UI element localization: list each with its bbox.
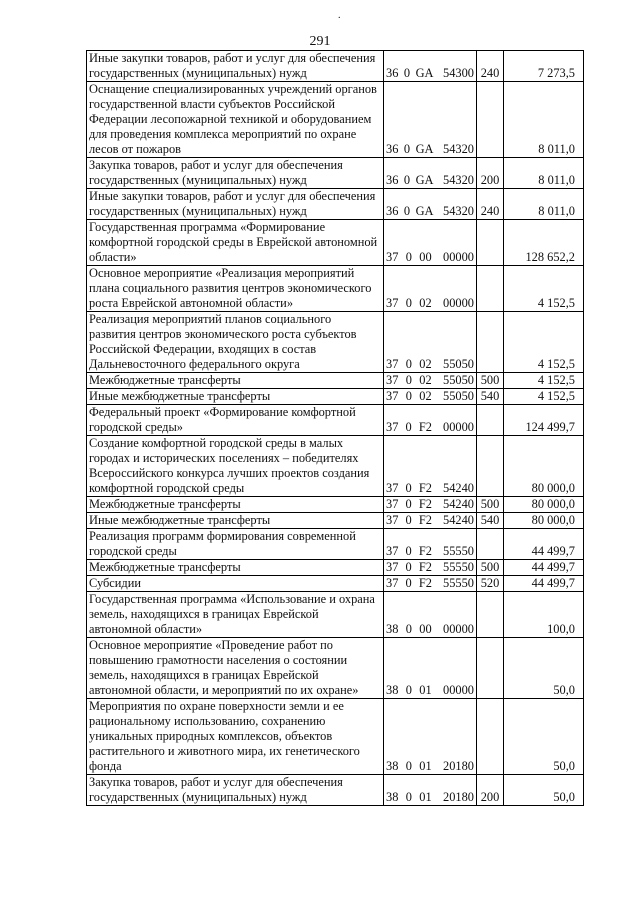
code-part: 0 — [405, 759, 412, 773]
row-name-cell: Межбюджетные трансферты — [87, 373, 384, 389]
row-expense-kind-cell — [477, 529, 504, 560]
code-part: F2 — [418, 544, 432, 558]
row-sum-cell: 44 499,7 — [504, 576, 584, 592]
code-part: 54300 — [443, 66, 474, 80]
row-name-cell: Реализация программ формирования современной городской среды — [87, 529, 384, 560]
classification-code — [386, 759, 474, 774]
row-expense-kind-cell — [477, 592, 504, 638]
row-expense-kind-cell: 240 — [477, 189, 504, 220]
row-sum-cell: 7 273,5 — [504, 51, 584, 82]
code-part: 0 — [405, 250, 412, 264]
row-name-cell: Создание комфортной городской среды в малых городах и исторических поселениях – победителях Всероссийского конкурса лучших проектов создания комфортной городской среды — [87, 436, 384, 497]
table-row — [87, 529, 584, 560]
code-part: 55550 — [443, 560, 474, 574]
classification-code — [386, 296, 474, 311]
row-sum-cell: 4 152,5 — [504, 312, 584, 373]
code-part: 00 — [419, 250, 432, 264]
code-part: 36 — [386, 66, 399, 80]
code-part: 01 — [419, 759, 432, 773]
row-sum-cell: 80 000,0 — [504, 436, 584, 497]
table-row — [87, 436, 584, 497]
code-part: 0 — [405, 481, 412, 495]
row-expense-kind-cell: 500 — [477, 560, 504, 576]
code-part: 0 — [405, 296, 412, 310]
row-code-cell — [384, 775, 477, 806]
code-part: 00000 — [443, 250, 474, 264]
classification-code — [386, 560, 474, 575]
row-sum-cell: 8 011,0 — [504, 189, 584, 220]
classification-code — [386, 173, 474, 188]
code-part: 00000 — [443, 622, 474, 636]
table-row — [87, 513, 584, 529]
table-row — [87, 389, 584, 405]
row-code-cell — [384, 220, 477, 266]
code-part: 36 — [386, 142, 399, 156]
code-part: 01 — [419, 790, 432, 804]
row-name-cell: Основное мероприятие «Проведение работ по повышению грамотности населения о состоянии земель, находящихся в границах Еврейской автономной области, и мероприятий по их охране» — [87, 638, 384, 699]
code-part: 02 — [419, 389, 432, 403]
row-expense-kind-cell — [477, 220, 504, 266]
row-expense-kind-cell: 540 — [477, 389, 504, 405]
row-expense-kind-cell — [477, 699, 504, 775]
row-name-cell: Реализация мероприятий планов социального развития центров экономического роста субъектов Российской Федерации, входящих в состав Дальневосточного федерального округа — [87, 312, 384, 373]
code-part: 0 — [403, 142, 411, 156]
code-part: 54320 — [443, 142, 474, 156]
code-part: 54320 — [443, 204, 474, 218]
code-part: 55050 — [443, 373, 474, 387]
classification-code — [386, 250, 474, 265]
code-part: 0 — [405, 790, 412, 804]
code-part: F2 — [418, 420, 432, 434]
row-expense-kind-cell: 200 — [477, 158, 504, 189]
code-part: 38 — [386, 683, 399, 697]
code-part: F2 — [418, 497, 432, 511]
row-code-cell — [384, 560, 477, 576]
code-part: 37 — [386, 420, 399, 434]
code-part: 36 — [386, 204, 399, 218]
row-code-cell — [384, 513, 477, 529]
code-part: 38 — [386, 622, 399, 636]
row-code-cell — [384, 529, 477, 560]
code-part: 0 — [405, 513, 412, 527]
row-code-cell — [384, 82, 477, 158]
table-row — [87, 373, 584, 389]
row-sum-cell: 50,0 — [504, 699, 584, 775]
row-code-cell — [384, 592, 477, 638]
code-part: 0 — [405, 576, 412, 590]
row-name-cell: Субсидии — [87, 576, 384, 592]
table-row — [87, 158, 584, 189]
classification-code — [386, 142, 474, 157]
row-sum-cell: 4 152,5 — [504, 373, 584, 389]
table-row — [87, 638, 584, 699]
classification-code — [386, 204, 474, 219]
table-row — [87, 266, 584, 312]
code-part: 55550 — [443, 544, 474, 558]
code-part: 37 — [386, 560, 399, 574]
code-part: 0 — [405, 497, 412, 511]
code-part: 0 — [403, 173, 411, 187]
row-expense-kind-cell — [477, 312, 504, 373]
code-part: 37 — [386, 389, 399, 403]
row-name-cell: Закупка товаров, работ и услуг для обеспечения государственных (муниципальных) нужд — [87, 158, 384, 189]
row-sum-cell: 44 499,7 — [504, 560, 584, 576]
table-row — [87, 51, 584, 82]
table-row — [87, 560, 584, 576]
code-part: GA — [415, 142, 434, 156]
table-row — [87, 312, 584, 373]
code-part: 38 — [386, 759, 399, 773]
row-expense-kind-cell — [477, 405, 504, 436]
code-part: GA — [415, 173, 434, 187]
code-part: 37 — [386, 576, 399, 590]
row-name-cell: Закупка товаров, работ и услуг для обеспечения государственных (муниципальных) нужд — [87, 775, 384, 806]
row-name-cell: Мероприятия по охране поверхности земли и ее рациональному использованию, сохранению уникальных природных комплексов, объектов растительного и животного мира, их генетического фонда — [87, 699, 384, 775]
row-sum-cell: 128 652,2 — [504, 220, 584, 266]
row-name-cell: Оснащение специализированных учреждений органов государственной власти субъектов Российской Федерации лесопожарной техникой и оборудованием для проведения комплекса мероприятий по охране лесов от пожаров — [87, 82, 384, 158]
row-expense-kind-cell: 520 — [477, 576, 504, 592]
classification-code — [386, 66, 474, 81]
code-part: 02 — [419, 357, 432, 371]
code-part: GA — [415, 204, 434, 218]
row-code-cell — [384, 436, 477, 497]
row-code-cell — [384, 158, 477, 189]
row-expense-kind-cell: 540 — [477, 513, 504, 529]
code-part: 37 — [386, 373, 399, 387]
row-code-cell — [384, 373, 477, 389]
row-expense-kind-cell — [477, 266, 504, 312]
row-code-cell — [384, 405, 477, 436]
row-sum-cell: 50,0 — [504, 638, 584, 699]
code-part: 01 — [419, 683, 432, 697]
classification-code — [386, 497, 474, 512]
row-sum-cell: 8 011,0 — [504, 158, 584, 189]
row-code-cell — [384, 497, 477, 513]
table-row — [87, 82, 584, 158]
code-part: 0 — [403, 66, 411, 80]
row-name-cell: Основное мероприятие «Реализация мероприятий плана социального развития центров экономического роста Еврейской автономной области» — [87, 266, 384, 312]
budget-table — [86, 50, 584, 806]
row-code-cell — [384, 699, 477, 775]
code-part: F2 — [418, 481, 432, 495]
page-number: 291 — [309, 34, 331, 49]
code-part: 37 — [386, 497, 399, 511]
row-expense-kind-cell — [477, 82, 504, 158]
table-row — [87, 576, 584, 592]
table-row — [87, 497, 584, 513]
row-code-cell — [384, 389, 477, 405]
code-part: 0 — [405, 683, 412, 697]
row-sum-cell: 50,0 — [504, 775, 584, 806]
row-sum-cell: 80 000,0 — [504, 513, 584, 529]
row-sum-cell: 80 000,0 — [504, 497, 584, 513]
row-name-cell: Межбюджетные трансферты — [87, 560, 384, 576]
row-name-cell: Иные межбюджетные трансферты — [87, 513, 384, 529]
row-expense-kind-cell — [477, 436, 504, 497]
row-name-cell: Государственная программа «Формирование комфортной городской среды в Еврейской автономной области» — [87, 220, 384, 266]
code-part: 0 — [405, 420, 412, 434]
code-part: 37 — [386, 513, 399, 527]
row-expense-kind-cell: 200 — [477, 775, 504, 806]
classification-code — [386, 389, 474, 404]
code-part: GA — [415, 66, 434, 80]
row-code-cell — [384, 312, 477, 373]
code-part: 00000 — [443, 420, 474, 434]
row-name-cell: Межбюджетные трансферты — [87, 497, 384, 513]
code-part: 37 — [386, 357, 399, 371]
code-part: 37 — [386, 250, 399, 264]
row-sum-cell: 4 152,5 — [504, 389, 584, 405]
code-part: 20180 — [443, 790, 474, 804]
code-part: 37 — [386, 481, 399, 495]
table-row — [87, 220, 584, 266]
code-part: F2 — [418, 560, 432, 574]
code-part: F2 — [418, 576, 432, 590]
code-part: 54320 — [443, 173, 474, 187]
code-part: 54240 — [443, 481, 474, 495]
code-part: 0 — [405, 622, 412, 636]
code-part: 0 — [405, 373, 412, 387]
classification-code — [386, 373, 474, 388]
table-row — [87, 775, 584, 806]
row-expense-kind-cell: 240 — [477, 51, 504, 82]
classification-code — [386, 576, 474, 591]
code-part: 02 — [419, 296, 432, 310]
code-part: 54240 — [443, 497, 474, 511]
code-part: F2 — [418, 513, 432, 527]
classification-code — [386, 513, 474, 528]
code-part: 00 — [419, 622, 432, 636]
code-part: 0 — [405, 389, 412, 403]
classification-code — [386, 481, 474, 496]
row-code-cell — [384, 266, 477, 312]
row-name-cell: Иные межбюджетные трансферты — [87, 389, 384, 405]
classification-code — [386, 420, 474, 435]
code-part: 37 — [386, 544, 399, 558]
classification-code — [386, 622, 474, 637]
row-sum-cell: 4 152,5 — [504, 266, 584, 312]
classification-code — [386, 683, 474, 698]
row-name-cell: Федеральный проект «Формирование комфортной городской среды» — [87, 405, 384, 436]
code-part: 0 — [403, 204, 411, 218]
row-code-cell — [384, 51, 477, 82]
code-part: 55050 — [443, 389, 474, 403]
code-part: 0 — [405, 544, 412, 558]
row-sum-cell: 100,0 — [504, 592, 584, 638]
row-code-cell — [384, 189, 477, 220]
code-part: 0 — [405, 560, 412, 574]
row-code-cell — [384, 638, 477, 699]
code-part: 38 — [386, 790, 399, 804]
scan-mark: . — [338, 10, 341, 21]
row-name-cell: Государственная программа «Использование и охрана земель, находящихся в границах Еврейской автономной области» — [87, 592, 384, 638]
row-expense-kind-cell: 500 — [477, 373, 504, 389]
code-part: 37 — [386, 296, 399, 310]
row-expense-kind-cell — [477, 638, 504, 699]
code-part: 0 — [405, 357, 412, 371]
row-code-cell — [384, 576, 477, 592]
code-part: 55550 — [443, 576, 474, 590]
row-sum-cell: 8 011,0 — [504, 82, 584, 158]
row-sum-cell: 124 499,7 — [504, 405, 584, 436]
code-part: 00000 — [443, 683, 474, 697]
table-row — [87, 189, 584, 220]
row-name-cell: Иные закупки товаров, работ и услуг для обеспечения государственных (муниципальных) нужд — [87, 51, 384, 82]
classification-code — [386, 357, 474, 372]
row-name-cell: Иные закупки товаров, работ и услуг для обеспечения государственных (муниципальных) нужд — [87, 189, 384, 220]
table-row — [87, 405, 584, 436]
code-part: 20180 — [443, 759, 474, 773]
table-row — [87, 592, 584, 638]
table-row — [87, 699, 584, 775]
code-part: 36 — [386, 173, 399, 187]
code-part: 54240 — [443, 513, 474, 527]
row-expense-kind-cell: 500 — [477, 497, 504, 513]
code-part: 55050 — [443, 357, 474, 371]
classification-code — [386, 544, 474, 559]
code-part: 00000 — [443, 296, 474, 310]
budget-table-body — [87, 51, 584, 806]
classification-code — [386, 790, 474, 805]
code-part: 02 — [419, 373, 432, 387]
row-sum-cell: 44 499,7 — [504, 529, 584, 560]
